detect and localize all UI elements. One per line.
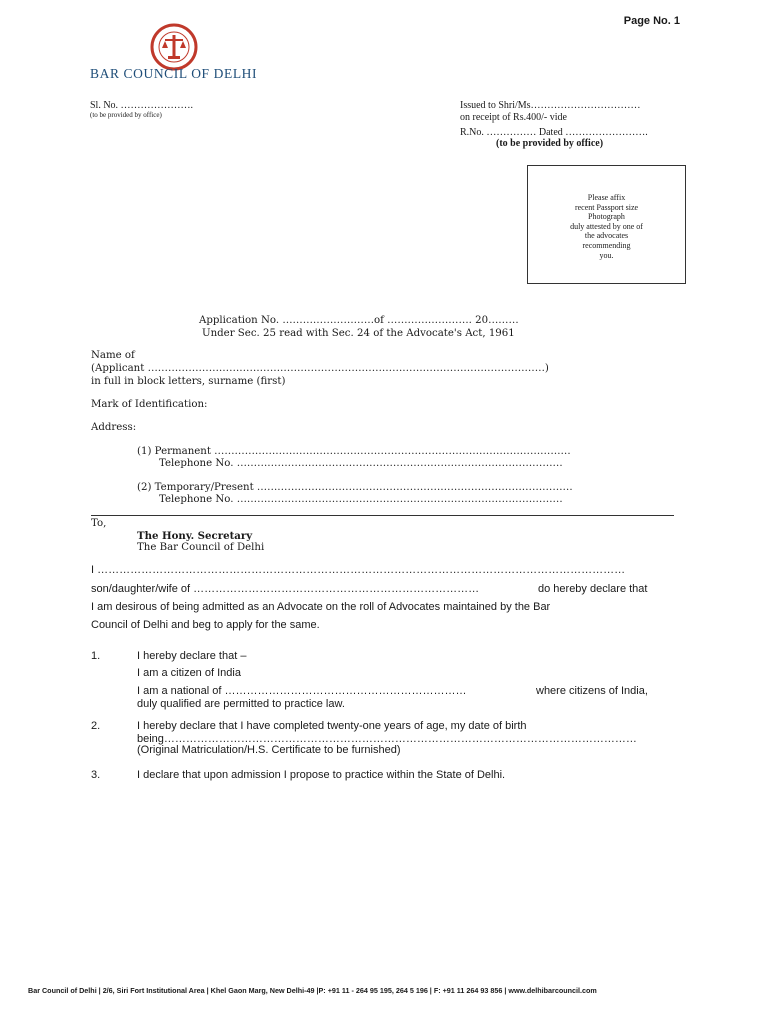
item-2-text: I hereby declare that I have completed twenty-one years of age, my date of birth (137, 720, 527, 732)
item-2-birth-field: being………………………………………………………………………………………………………………… (137, 733, 637, 745)
receipt-line: on receipt of Rs.400/- vide (460, 112, 567, 123)
serial-note: (to be provided by office) (90, 111, 162, 119)
permanent-address-field: (1) Permanent …………………………………………………………………………………………… (137, 446, 571, 457)
item-1-citizen: I am a citizen of India (137, 667, 241, 679)
photo-line: you. (599, 250, 614, 260)
photo-line: the advocates (584, 231, 629, 241)
item-number-3: 3. (91, 769, 101, 781)
block-letters-note: in full in block letters, surname (first) (91, 376, 286, 387)
issued-to: Issued to Shri/Ms…………………………… (460, 100, 641, 111)
footer-contact: Bar Council of Delhi | 2/6, Siri Fort Institutional Area | Khel Gaon Marg, New Delhi-49 |P: +91 11 - 264 95 195, 264 5 196 | F: +91 11 264 93 856 | www.delhibarcouncil.com (28, 986, 597, 995)
item-1-qualified: duly qualified are permitted to practice law. (137, 698, 345, 710)
office-note: (to be provided by office) (496, 138, 604, 149)
addressee-org: The Bar Council of Delhi (137, 542, 265, 553)
page-number: Page No. 1 (623, 15, 680, 27)
application-number: Application No. ………………………of ……………………. 20……… (199, 315, 519, 326)
relation-declare: do hereby declare that (538, 583, 648, 595)
photo-line: recommending (582, 240, 631, 250)
declarant-name-field: I ……………………………………………………………………………………………………………………………… (91, 564, 626, 576)
to-label: To, (91, 518, 107, 529)
application-act: Under Sec. 25 read with Sec. 24 of the Advocate's Act, 1961 (202, 328, 515, 339)
photo-line: recent Passport size (574, 202, 639, 212)
name-of-label: Name of (91, 350, 135, 361)
item-1-national-right: where citizens of India, (536, 685, 648, 697)
organization-name: BAR COUNCIL OF DELHI (90, 66, 258, 81)
permanent-phone-field: Telephone No. …………………………………………………………………………………… (159, 458, 563, 469)
applicant-name-field: (Applicant ………………………………………………………………………………………………………) (91, 363, 549, 374)
photo-line: duly attested by one of (570, 221, 643, 231)
item-1-text: I hereby declare that – (137, 650, 247, 662)
item-number-1: 1. (91, 650, 101, 662)
item-2-certificate: (Original Matriculation/H.S. Certificate to be furnished) (137, 744, 401, 756)
photo-line: Photograph (588, 212, 625, 222)
photo-line: Please affix (587, 193, 626, 202)
photo-instructions (527, 193, 686, 260)
temporary-phone-field: Telephone No. …………………………………………………………………………………… (159, 494, 563, 505)
item-3-text: I declare that upon admission I propose to practice within the State of Delhi. (137, 769, 506, 781)
identification-mark: Mark of Identification: (91, 399, 208, 410)
relation-field: son/daughter/wife of …………………………………………………………………… (91, 583, 480, 595)
temporary-address-field: (2) Temporary/Present ………………………………………………………………………………… (137, 482, 573, 493)
address-label: Address: (91, 422, 137, 433)
declaration-desire: I am desirous of being admitted as an Advocate on the roll of Advocates maintained by the Bar (91, 601, 551, 613)
item-1-national-field: I am a national of ………………………………………………………… (137, 685, 467, 697)
serial-number: Sl. No. …………………. (90, 100, 194, 111)
declaration-council: Council of Delhi and beg to apply for the same. (91, 619, 320, 631)
divider-line (91, 515, 674, 516)
addressee-title: The Hony. Secretary (137, 530, 253, 542)
receipt-number: R.No. …………… Dated ……………………. (460, 127, 648, 138)
item-number-2: 2. (91, 720, 101, 732)
bar-council-logo (148, 22, 200, 72)
